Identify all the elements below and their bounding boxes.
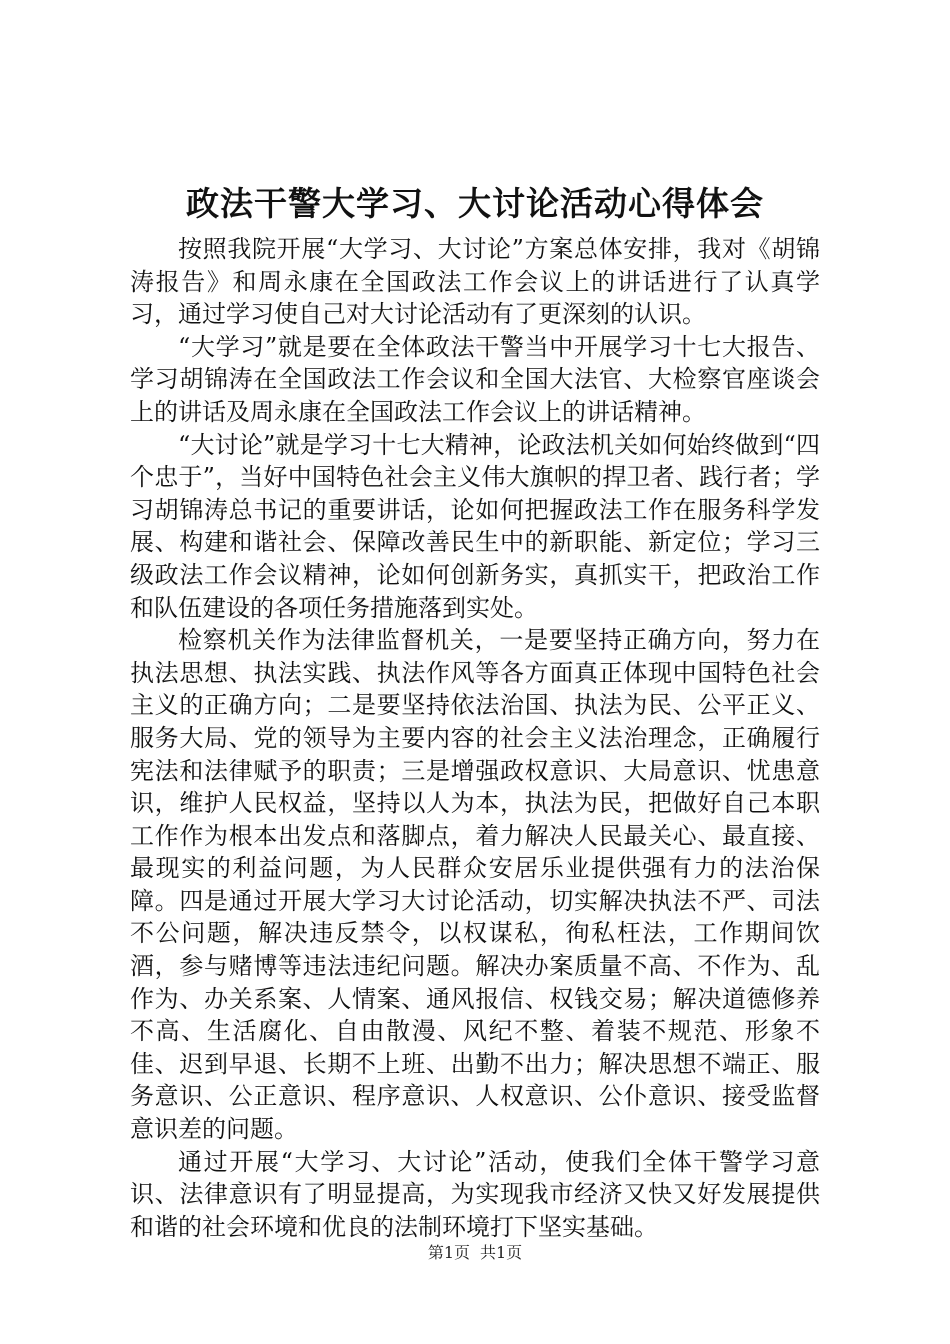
page-number: 第1页 <box>427 1243 470 1262</box>
paragraph: 按照我院开展“大学习、大讨论”方案总体安排，我对《胡锦涛报告》和周永康在全国政法工作会议上的讲话进行了认真学习，通过学习使自己对大讨论活动有了更深刻的认识。 <box>130 235 820 329</box>
document-body <box>130 233 820 1243</box>
paragraph: 通过开展“大学习、大讨论”活动，使我们全体干警学习意识、法律意识有了明显提高，为实现我市经济又快又好发展提供和谐的社会环境和优良的法制环境打下坚实基础。 <box>130 1147 820 1241</box>
document-title: 政法干警大学习、大讨论活动心得体会 <box>186 184 764 223</box>
page-footer <box>0 1243 950 1263</box>
paragraph: “大学习”就是要在全体政法干警当中开展学习十七大报告、学习胡锦涛在全国政法工作会议和全国大法官、大检察官座谈会上的讲话及周永康在全国政法工作会议上的讲话精神。 <box>130 332 820 426</box>
page-total: 共1页 <box>480 1243 523 1262</box>
paragraph: 检察机关作为法律监督机关，一是要坚持正确方向，努力在执法思想、执法实践、执法作风等各方面真正体现中国特色社会主义的正确方向；二是要坚持依法治国、执法为民、公平正义、服务大局、党的领导为主要内容的社会主义法治理念，正确履行宪法和法律赋予的职责；三是增强政权意识、大局意识、忧患意识，维护人民权益，坚持以人为本，执法为民，把做好自己本职工作作为根本出发点和落脚点，着力解决人民最关心、最直接、最现实的利益问题，为人民群众安居乐业提供强有力的法治保障。四是通过开展大学习大讨论活动，切实解决执法不严、司法不公问题，解决违反禁令，以权谋私，徇私枉法，工作期间饮酒，参与赌博等违法违纪问题。解决办案质量不高、不作为、乱作为、办关系案、人情案、通风报信、权钱交易；解决道德修养不高、生活腐化、自由散漫、风纪不整、着装不规范、形象不佳、迟到早退、长期不上班、出勤不出力；解决思想不端正、服务意识、公正意识、程序意识、人权意识、公仆意识、接受监督意识差的问题。 <box>130 626 820 1144</box>
paragraph: “大讨论”就是学习十七大精神，论政法机关如何始终做到“四个忠于”，当好中国特色社会主义伟大旗帜的捍卫者、践行者；学习胡锦涛总书记的重要讲话，论如何把握政法工作在服务科学发展、构建和谐社会、保障改善民生中的新职能、新定位；学习三级政法工作会议精神，论如何创新务实，真抓实干，把政治工作和队伍建设的各项任务措施落到实处。 <box>130 430 820 622</box>
